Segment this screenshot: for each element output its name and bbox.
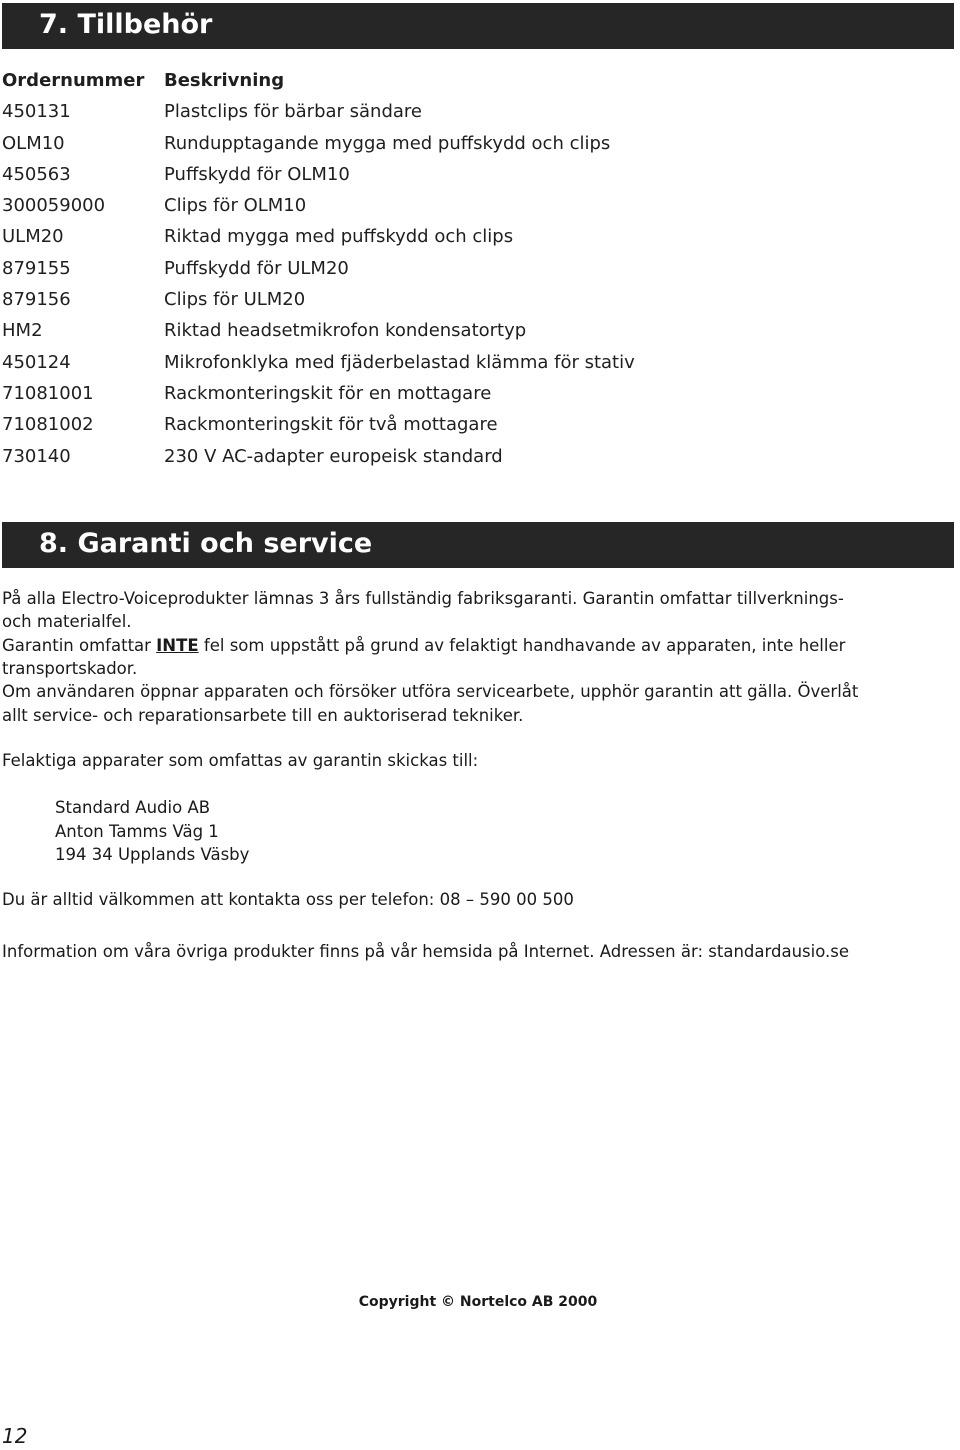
warranty-text-line: Om användaren öppnar apparaten och försöker utföra servicearbete, upphör garantin att gälla. Överlåt [2, 682, 859, 701]
order-number-cell: 71081002 [2, 414, 94, 436]
warranty-text-line: transportskador. [2, 659, 138, 678]
copyright-notice: Copyright © Nortelco AB 2000 [358, 1294, 598, 1310]
address-street: Anton Tamms Väg 1 [55, 821, 219, 841]
warranty-exclusion-line [2, 634, 845, 658]
order-number-cell: 450563 [2, 163, 71, 185]
phone-contact-text: Du är alltid välkommen att kontakta oss per telefon: 08 – 590 00 500 [2, 890, 574, 909]
column-header-order-number: Ordernummer [2, 70, 145, 91]
order-number-cell: 71081001 [2, 382, 94, 404]
description-cell: Rundupptagande mygga med puffskydd och clips [164, 132, 611, 154]
address-company: Standard Audio AB [55, 798, 211, 817]
section-header-accessories [2, 3, 954, 49]
order-number-cell: 450124 [2, 351, 71, 373]
section-title: 7. Tillbehör [39, 9, 213, 40]
order-number-cell: 879156 [2, 289, 71, 311]
description-cell: Riktad mygga med puffskydd och clips [164, 226, 514, 248]
description-cell: Rackmonteringskit för en mottagare [164, 382, 492, 404]
description-cell: Plastclips för bärbar sändare [164, 101, 423, 123]
warranty-text-fragment: Garantin omfattar [2, 636, 157, 655]
section-header-warranty [2, 522, 954, 568]
page-number: 12 [2, 1424, 28, 1448]
order-number-cell: 450131 [2, 101, 71, 123]
description-cell: Puffskydd för ULM20 [164, 257, 349, 279]
order-number-cell: OLM10 [2, 132, 65, 154]
order-number-cell: 730140 [2, 445, 71, 467]
address-postal: 194 34 Upplands Väsby [55, 845, 250, 864]
warranty-text-line: allt service- och reparationsarbete till en auktoriserad tekniker. [2, 706, 524, 725]
description-cell: Rackmonteringskit för två mottagare [164, 414, 498, 436]
description-cell: Puffskydd för OLM10 [164, 163, 350, 185]
description-cell: Clips för OLM10 [164, 195, 307, 217]
order-number-cell: ULM20 [2, 226, 64, 248]
column-header-description: Beskrivning [164, 70, 285, 91]
warranty-text-line: På alla Electro-Voiceprodukter lämnas 3 års fullständig fabriksgaranti. Garantin omfattar tillverknings- [2, 589, 844, 608]
website-info-text: Information om våra övriga produkter finns på vår hemsida på Internet. Adressen är: standardausio.se [2, 942, 850, 961]
send-to-text: Felaktiga apparater som omfattas av garantin skickas till: [2, 751, 479, 770]
description-cell: 230 V AC-adapter europeisk standard [164, 445, 503, 467]
emphasis-not: INTE [156, 636, 199, 655]
service-address [55, 796, 249, 867]
order-number-cell: 300059000 [2, 195, 106, 217]
description-cell: Mikrofonklyka med fjäderbelastad klämma för stativ [164, 351, 635, 373]
order-number-cell: 879155 [2, 257, 71, 279]
order-number-cell: HM2 [2, 320, 43, 342]
description-cell: Clips för ULM20 [164, 289, 306, 311]
warranty-text-line: och materialfel. [2, 612, 132, 631]
section-title: 8. Garanti och service [39, 528, 373, 559]
description-cell: Riktad headsetmikrofon kondensatortyp [164, 320, 527, 342]
warranty-text-fragment: fel som uppstått på grund av felaktigt handhavande av apparaten, inte heller [198, 636, 846, 655]
